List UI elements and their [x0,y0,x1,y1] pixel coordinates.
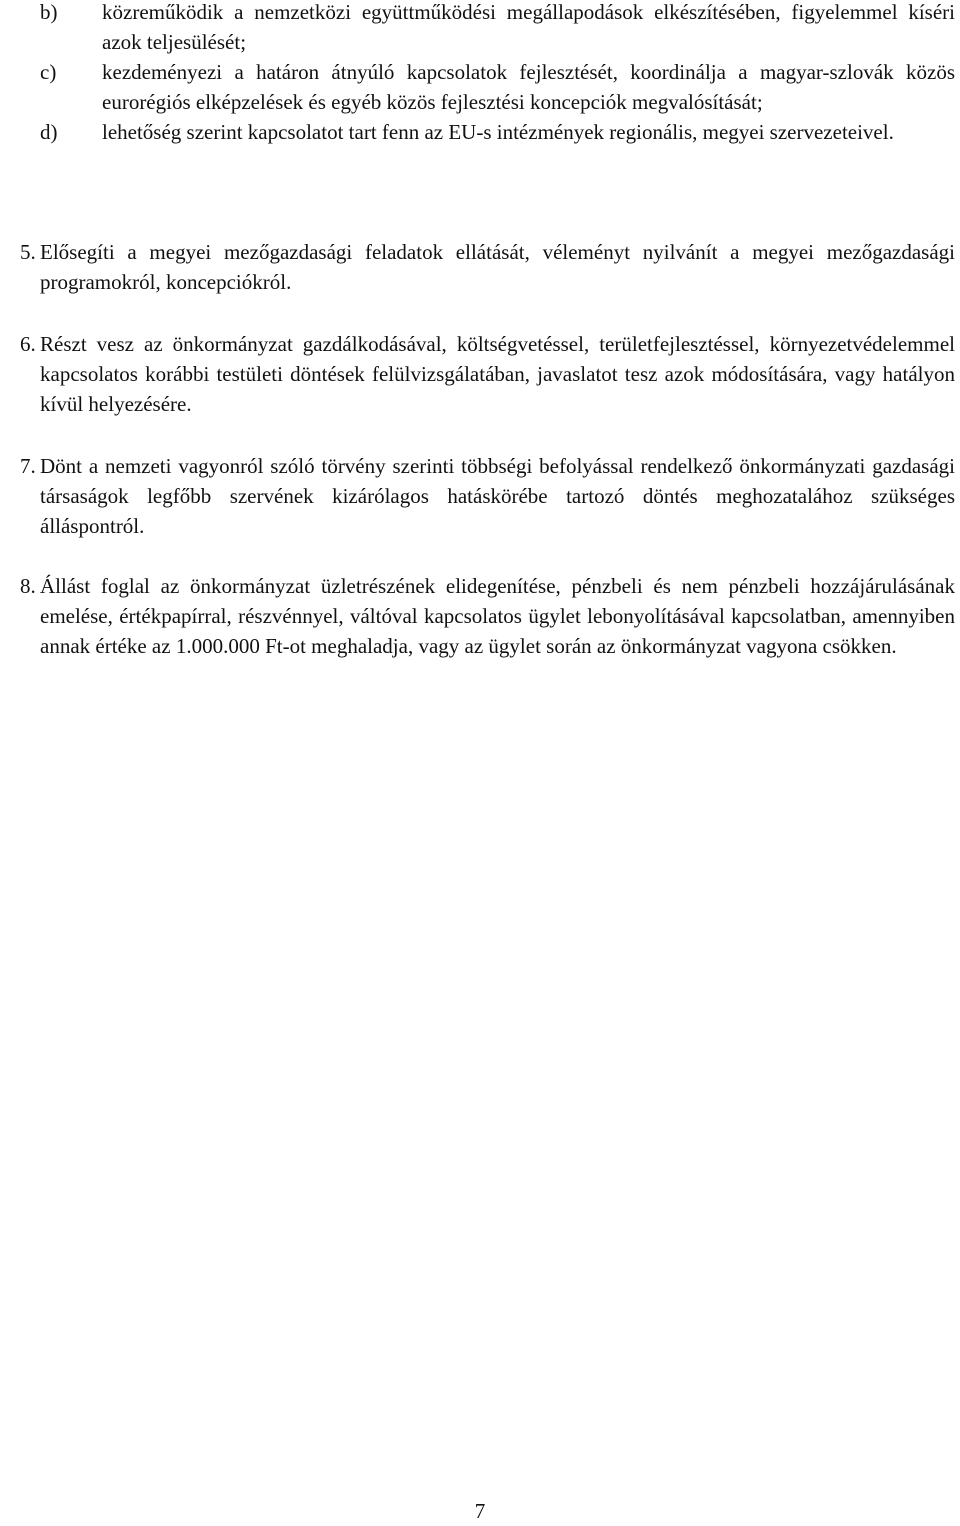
item-number: 6. [20,332,36,356]
sublist-text: kezdeményezi a határon átnyúló kapcsolatok fejlesztését, koordinálja a magyar-szlovák közös eurorégiós elképzelések és egyéb közös fejlesztési koncepciók megvalósítását; [102,60,955,114]
sublist-item-d [40,117,955,147]
numbered-item-7 [20,451,955,541]
item-text: Részt vesz az önkormányzat gazdálkodásával, költségvetéssel, területfejlesztéssel, környezetvédelemmel kapcsolatos korábbi testületi döntések felülvizsgálatában, javaslatot tesz azok módosítására, vagy hatályon kívül helyezésére. [40,332,955,416]
numbered-item-5 [20,237,955,297]
sublist-item-c [40,57,955,117]
item-number: 7. [20,454,36,478]
item-text: Dönt a nemzeti vagyonról szóló törvény szerinti többségi befolyással rendelkező önkormányzati gazdasági társaságok legfőbb szervének kizárólagos hatáskörébe tartozó döntés meghozatalához szükséges álláspontról. [40,454,955,538]
sublist-marker: d) [40,120,58,144]
numbered-item-8 [20,571,955,661]
sublist-text: lehetőség szerint kapcsolatot tart fenn az EU-s intézmények regionális, megyei szervezeteivel. [102,120,894,144]
item-number: 8. [20,574,36,598]
sublist-marker: c) [40,60,57,84]
sublist-marker: b) [40,0,58,24]
numbered-item-6 [20,329,955,419]
sublist-item-b [40,0,955,57]
lettered-sublist [40,0,955,147]
item-number: 5. [20,240,36,264]
sublist-text: közreműködik a nemzetközi együttműködési megállapodások elkészítésében, figyelemmel kíséri azok teljesülését; [102,0,955,54]
item-text: Állást foglal az önkormányzat üzletrészének elidegenítése, pénzbeli és nem pénzbeli hozzájárulásának emelése, értékpapírral, részvénnyel, váltóval kapcsolatos ügylet lebonyolításával kapcsolatban, amennyiben annak értéke az 1.000.000 Ft-ot meghaladja, vagy az ügylet során az önkormányzat vagyona csökken. [40,574,955,658]
item-text: Elősegíti a megyei mezőgazdasági feladatok ellátását, véleményt nyilvánít a megyei mezőgazdasági programokról, koncepciókról. [40,240,955,294]
page-number: 7 [474,1499,486,1523]
